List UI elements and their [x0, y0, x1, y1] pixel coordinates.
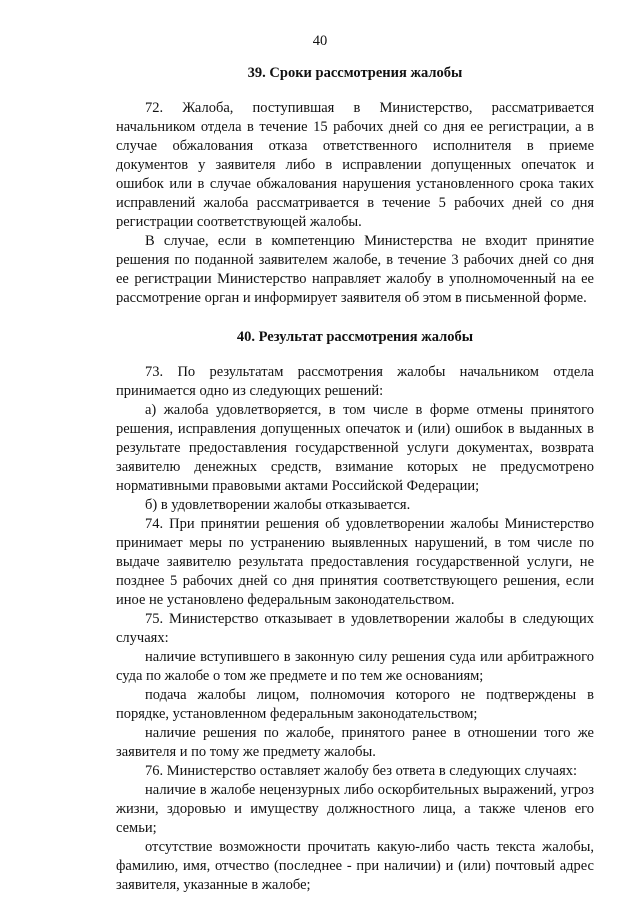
paragraph-competence: В случае, если в компетенцию Министерства не входит принятие решения по поданной заявителем жалобе, в течение 3 рабочих дней со дня ее регистрации Министерство направляет жалобу в уполномоченный на ее рассмотрение орган и информирует заявителя об этом в письменной форме.: [116, 233, 594, 306]
section-heading-39: 39. Сроки рассмотрения жалобы: [247, 65, 463, 81]
paragraph-75: 75. Министерство отказывает в удовлетворении жалобы в следующих случаях:: [116, 611, 594, 646]
paragraph-76: 76. Министерство оставляет жалобу без ответа в следующих случаях:: [145, 763, 578, 779]
paragraph-73-b: б) в удовлетворении жалобы отказывается.: [145, 497, 411, 513]
paragraph-76-obscene: наличие в жалобе нецензурных либо оскорбительных выражений, угроз жизни, здоровью и имуществу должностного лица, а также членов его семьи;: [116, 782, 594, 836]
paragraph-73-a: а) жалоба удовлетворяется, в том числе в форме отмены принятого решения, исправления допущенных опечаток и (или) ошибок в выданных в результате предоставления государственной услуги документах, возврата заявителю денежных средств, взимание которых не предусмотрено нормативными правовыми актами Российской Федерации;: [116, 402, 594, 494]
page-number: 40: [312, 33, 328, 49]
paragraph-75-previous-decision: наличие решения по жалобе, принятого ранее в отношении того же заявителя и по тому же предмету жалобы.: [116, 725, 594, 760]
paragraph-76-unreadable: отсутствие возможности прочитать какую-либо часть текста жалобы, фамилию, имя, отчество (последнее - при наличии) и (или) почтовый адрес заявителя, указанные в жалобе;: [116, 839, 594, 893]
paragraph-75-unauthorized: подача жалобы лицом, полномочия которого не подтверждены в порядке, установленном федеральным законодательством;: [116, 687, 594, 722]
paragraph-72: 72. Жалоба, поступившая в Министерство, рассматривается начальником отдела в течение 15 рабочих дней со дня ее регистрации, а в случае обжалования отказа ответственного исполнителя в приеме документов у заявителя либо в исправлении допущенных опечаток и ошибок или в случае обжалования нарушения установленного срока таких исправлений жалоба рассматривается в течение 5 рабочих дней со дня регистрации соответствующей жалобы.: [116, 100, 594, 230]
section-heading-40: 40. Результат рассмотрения жалобы: [236, 329, 474, 345]
paragraph-74: 74. При принятии решения об удовлетворении жалобы Министерство принимает меры по устранению выявленных нарушений, в том числе по выдаче заявителю результата предоставления государственной услуги, не позднее 5 рабочих дней со дня принятия соответствующего решения, если иное не установлено федеральным законодательством.: [116, 516, 594, 608]
paragraph-73: 73. По результатам рассмотрения жалобы начальником отдела принимается одно из следующих решений:: [116, 364, 594, 399]
paragraph-75-court-decision: наличие вступившего в законную силу решения суда или арбитражного суда по жалобе о том же предмете и по тем же основаниям;: [116, 649, 594, 684]
document-body: [116, 64, 594, 895]
